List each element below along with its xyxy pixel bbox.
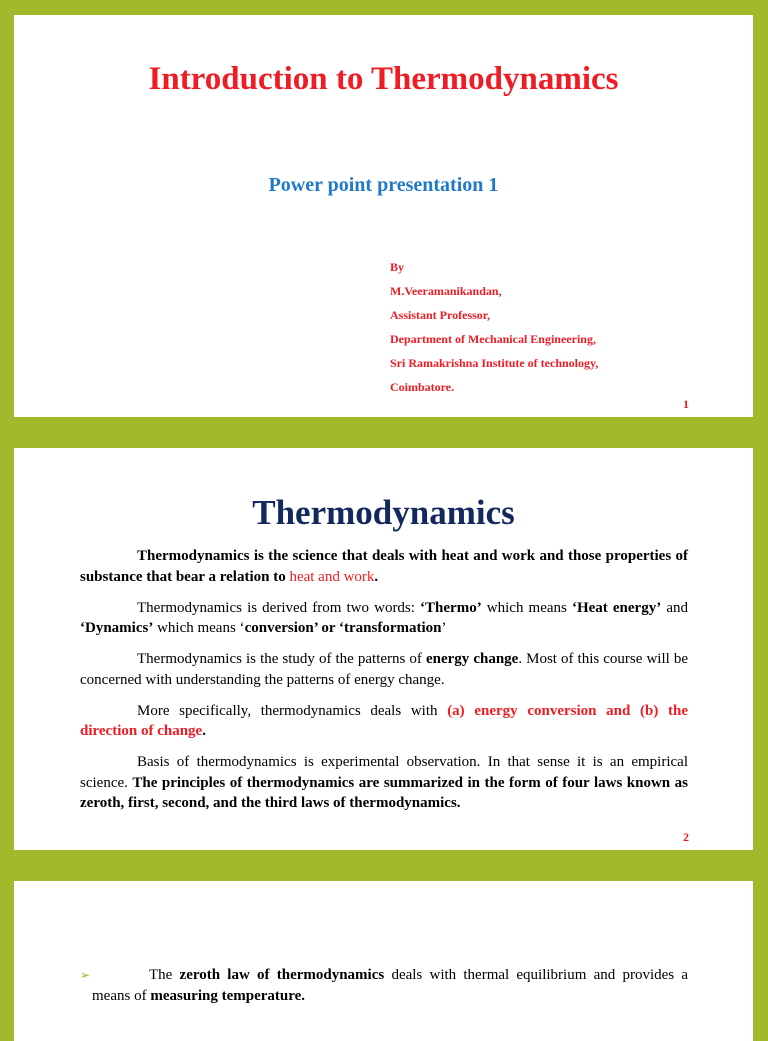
bold-term: energy change: [425, 651, 519, 667]
bold-term: ‘Thermo’: [420, 599, 482, 616]
author-line: Assistant Professor,: [390, 308, 491, 322]
text-run: More specifically, thermodynamics deals with: [137, 702, 448, 719]
text-run: which means: [481, 599, 572, 616]
text-run: Thermodynamics is the science that deals with heat and work and those properties of substance that bear a relation to: [80, 548, 688, 585]
text-run: ’: [441, 620, 447, 636]
slide-1-title: Introduction to Thermodynamics: [148, 61, 619, 97]
text-run: . Most of this course will be concerned with understanding the patterns of energy change.: [80, 651, 688, 688]
bold-term: The principles of thermodynamics are summarized in the form of four laws known as zeroth, first, second, and the third laws of thermodynamics.: [80, 774, 688, 811]
slide-number: 2: [683, 830, 689, 844]
slide-number: 1: [683, 397, 689, 411]
paragraph: [80, 701, 688, 742]
bold-term: conversion’ or ‘transformation: [244, 620, 442, 636]
author-line: Sri Ramakrishna Institute of technology,: [390, 356, 599, 370]
highlight-text: heat and work: [289, 568, 375, 585]
paragraph: [80, 649, 688, 690]
author-line: M.Veeramanikandan,: [390, 284, 502, 298]
author-line: Coimbatore.: [390, 380, 455, 394]
slide-2: [14, 448, 753, 850]
text-run: and: [661, 599, 688, 616]
bold-term: zeroth law of thermodynamics: [179, 967, 385, 983]
slide-1: [14, 15, 753, 417]
slide-2-title: Thermodynamics: [252, 493, 515, 532]
paragraph: [80, 546, 688, 587]
text-run: Thermodynamics is the study of the patterns of: [137, 651, 426, 667]
arrow-bullet-icon: ➢: [80, 968, 91, 982]
bold-term: ‘Heat energy’: [571, 599, 662, 616]
author-block: [390, 255, 598, 399]
text-run: which means ‘: [153, 620, 245, 636]
author-line: Department of Mechanical Engineering,: [390, 332, 596, 346]
highlight-text: (a) energy conversion and (b) the direction of change: [80, 702, 688, 739]
bold-term: ‘Dynamics’: [80, 620, 154, 636]
text-run: .: [202, 723, 206, 739]
text-run: .: [374, 568, 379, 585]
text-run: deals with thermal equilibrium and provides a means of: [92, 967, 689, 1004]
author-line: By: [390, 260, 405, 274]
text-run: Basis of thermodynamics is experimental observation. In that sense it is an empirical science.: [80, 754, 688, 791]
paragraph: [80, 598, 688, 639]
slide-3-body: [80, 965, 688, 1007]
slide-3: [14, 881, 753, 1041]
paragraph: [80, 752, 688, 814]
text-run: The: [149, 967, 180, 983]
bullet-item: [80, 965, 688, 1007]
slide-2-body: [80, 546, 688, 824]
text-run: Thermodynamics is derived from two words:: [137, 599, 421, 616]
slide-1-subtitle: Power point presentation 1: [268, 174, 499, 196]
bold-term: measuring temperature.: [150, 988, 306, 1004]
